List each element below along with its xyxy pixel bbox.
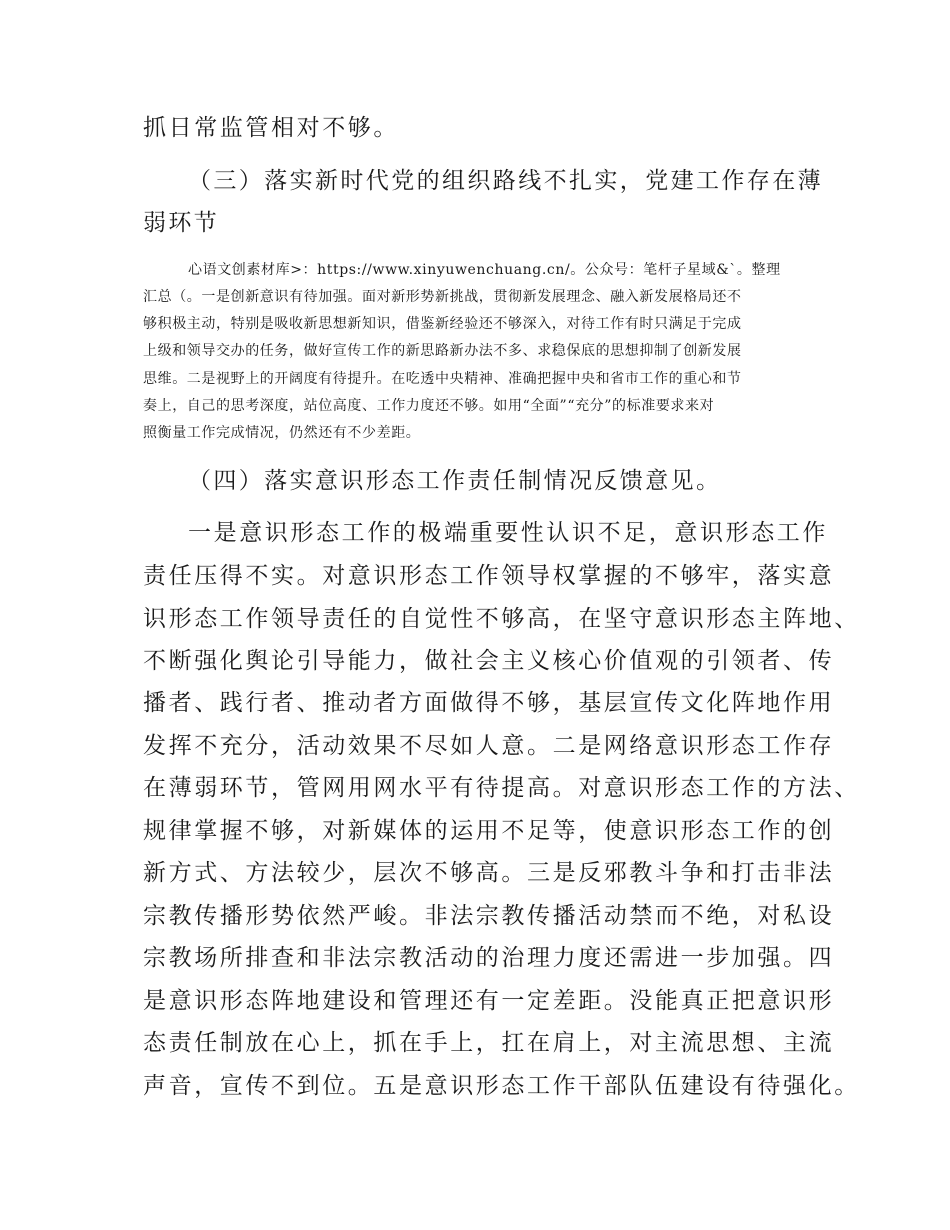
section-3-body-line-2: 汇总（。一是创新意识有待加强。面对新形势新挑战，贯彻新发展理念、融入新发展格局还不	[143, 289, 742, 305]
section-4-body-line-5: 播者、践行者、推动者方面做得不够，基层宣传文化阵地作用	[143, 690, 835, 716]
section-3-body-line-3: 够积极主动，特别是吸收新思想新知识，借鉴新经验还不够深入，对待工作有时只满足于完成	[143, 316, 742, 332]
section-3-body-line-1: 心语文创素材库>：https://www.xinyuwenchuang.cn/。公众号：笔杆子星域&`。整理	[188, 262, 781, 278]
section-4-body-line-4: 不断强化舆论引导能力，做社会主义核心价值观的引领者、传	[143, 648, 835, 674]
section-3-body-line-4: 上级和领导交办的任务，做好宣传工作的新思路新办法不多、求稳保底的思想抑制了创新发展	[143, 343, 742, 359]
section-4-body-line-8: 规律掌握不够，对新媒体的运用不足等，使意识形态工作的创	[143, 818, 835, 844]
section-4-body-line-13: 态责任制放在心上，抓在手上，扛在肩上，对主流思想、主流	[143, 1030, 835, 1056]
section-3-body-line-7: 照衡量工作完成情况，仍然还有不少差距。	[143, 425, 421, 441]
section-4-body-line-6: 发挥不充分，活动效果不尽如人意。二是网络意识形态工作存	[143, 733, 835, 759]
section-3-heading-line-2: 弱环节	[143, 210, 220, 236]
section-4-body-line-11: 宗教场所排查和非法宗教活动的治理力度还需进一步加强。四	[143, 945, 835, 971]
section-4-body-line-1: 一是意识形态工作的极端重要性认识不足，意识形态工作	[188, 520, 828, 546]
section-4-body-line-12: 是意识形态阵地建设和管理还有一定差距。没能真正把意识形	[143, 988, 835, 1014]
section-4-body-line-7: 在薄弱环节，管网用网水平有待提高。对意识形态工作的方法、	[143, 775, 860, 801]
section-4-body-line-9: 新方式、方法较少，层次不够高。三是反邪教斗争和打击非法	[143, 860, 835, 886]
section-3-heading-line-1: （三）落实新时代党的组织路线不扎实，党建工作存在薄	[188, 168, 823, 194]
section-4-body-line-3: 识形态工作领导责任的自觉性不够高，在坚守意识形态主阵地、	[143, 606, 860, 632]
section-4-heading: （四）落实意识形态工作责任制情况反馈意见。	[188, 468, 722, 494]
section-3-body-line-5: 思维。二是视野上的开阔度有待提升。在吃透中央精神、准确把握中央和省市工作的重心和节	[143, 371, 742, 387]
continuation-line: 抓日常监管相对不够。	[143, 115, 399, 141]
section-4-body-line-14: 声音，宣传不到位。五是意识形态工作干部队伍建设有待强化。	[143, 1073, 860, 1099]
section-3-body-line-6: 奏上，自己的思考深度，站位高度、工作力度还不够。如用“全面”“充分”的标准要求来对	[143, 398, 715, 414]
section-4-body-line-10: 宗教传播形势依然严峻。非法宗教传播活动禁而不绝，对私设	[143, 903, 835, 929]
section-4-body-line-2: 责任压得不实。对意识形态工作领导权掌握的不够牢，落实意	[143, 563, 835, 589]
